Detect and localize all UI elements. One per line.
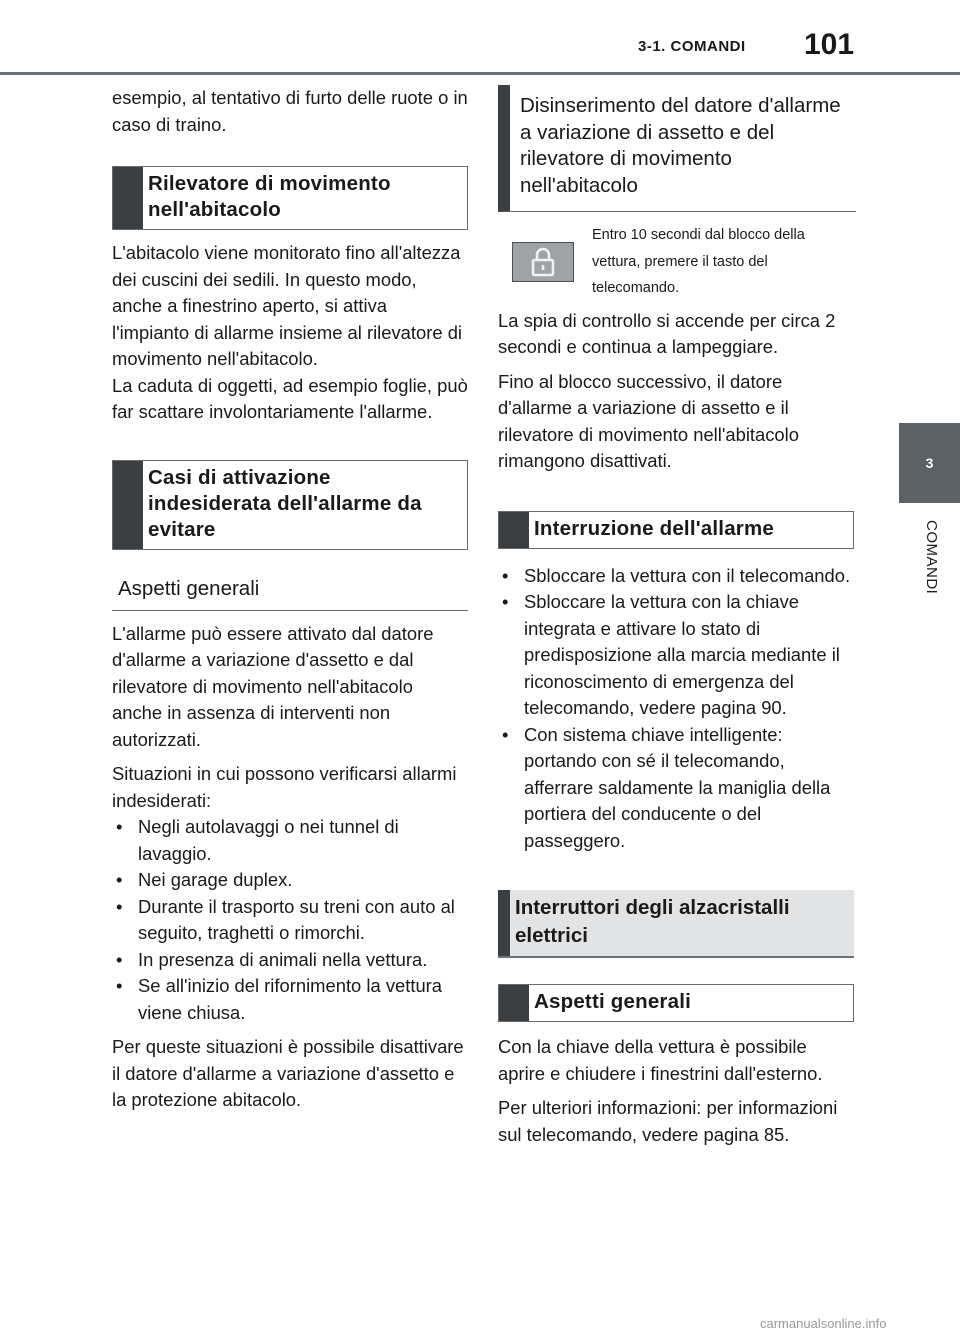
heading-bar <box>499 512 529 548</box>
heading-bar <box>113 167 143 229</box>
heading-bar <box>498 890 510 956</box>
heading-text: Interruzione dell'allarme <box>534 516 774 540</box>
list-item: • Negli autolavaggi o nei tunnel di lavaggio. <box>112 814 468 867</box>
right-paragraph-3: Con la chiave della vettura è possibile aprire e chiudere i finestrini dall'esterno. <box>498 1036 823 1084</box>
page-number: 101 <box>804 28 855 61</box>
list-item: • In presenza di animali nella vettura. <box>112 947 468 974</box>
instruction-row <box>498 222 856 302</box>
list-item: • Nei garage duplex. <box>112 867 468 894</box>
subheading-general: Aspetti generali <box>112 568 468 611</box>
heading-disable-alarm: Disinserimento del datore d'allarme a variazione di assetto e del rilevatore di movimento nell'abitacolo <box>498 85 856 212</box>
heading-text: Rilevatore di movimento nell'abitacolo <box>148 172 391 221</box>
final-paragraph: Per queste situazioni è possibile disattivare il datore d'allarme a variazione d'assetto e la protezione abitacolo. <box>112 1036 464 1110</box>
right-column <box>498 85 856 1156</box>
list-item: • Con sistema chiave intelligente: portando con sé il telecomando, afferrare saldamente la maniglia della portiera del conducente o del passeggero. <box>498 722 856 855</box>
right-paragraph-1: La spia di controllo si accende per circa 2 secondi e continua a lampeggiare. <box>498 309 836 357</box>
general-paragraph-2: Situazioni in cui possono verificarsi allarmi indesiderati: <box>112 763 457 811</box>
motion-paragraph-2: La caduta di oggetti, ad esempio foglie, può far scattare involontariamente l'allarme. <box>112 374 468 422</box>
intro-paragraph: esempio, al tentativo di furto delle ruote o in caso di traino. <box>112 87 468 135</box>
heading-interrupt-alarm <box>498 511 854 549</box>
heading-bar <box>499 985 529 1021</box>
list-item: • Se all'inizio del rifornimento la vettura viene chiusa. <box>112 973 468 1026</box>
right-paragraph-4: Per ulteriori informazioni: per informazioni sul telecomando, vedere pagina 85. <box>498 1097 838 1145</box>
chapter-tab: 3 <box>899 423 960 503</box>
heading-text: Casi di attivazione indesiderata dell'allarme da evitare <box>148 465 422 541</box>
unwanted-alarm-list <box>112 814 468 1026</box>
heading-unwanted-alarm <box>112 460 468 550</box>
heading-text: Aspetti generali <box>534 990 691 1013</box>
lock-icon <box>512 242 574 282</box>
header-divider <box>0 72 960 75</box>
right-paragraph-2: Fino al blocco successivo, il datore d'allarme a variazione di assetto e il rilevatore di movimento nell'abitacolo rimangono disattivati. <box>498 370 799 471</box>
chapter-label: COMANDI <box>923 520 940 595</box>
heading-general-windows <box>498 984 854 1022</box>
watermark: carmanualsonline.info <box>760 1316 887 1331</box>
interrupt-alarm-list <box>498 563 856 855</box>
section-label: 3-1. COMANDI <box>638 38 746 55</box>
left-column <box>112 85 468 1122</box>
instruction-text: Entro 10 secondi dal blocco della vettura, premere il tasto del telecomando. <box>592 227 805 296</box>
heading-window-switches <box>498 890 854 958</box>
heading-bar <box>113 461 143 549</box>
general-paragraph-1: L'allarme può essere attivato dal datore d'allarme a variazione d'assetto e dal rilevatore di movimento nell'abitacolo anche in assenza di interventi non autorizzati. <box>112 622 434 750</box>
list-item: • Durante il trasporto su treni con auto al seguito, traghetti o rimorchi. <box>112 894 468 947</box>
motion-paragraph-1: L'abitacolo viene monitorato fino all'altezza dei cuscini dei sedili. In questo modo, anche a finestrino aperto, si attiva l'impianto di allarme insieme al rilevatore di movimento nell'abitacolo. <box>112 242 463 369</box>
heading-text: Interruttori degli alzacristalli elettrici <box>515 896 790 947</box>
list-item: • Sbloccare la vettura con la chiave integrata e attivare lo stato di predisposizione alla marcia mediante il riconoscimento di emergenza del telecomando, vedere pagina 90. <box>498 589 856 722</box>
list-item: • Sbloccare la vettura con il telecomando. <box>498 563 856 590</box>
heading-motion-detector <box>112 166 468 230</box>
